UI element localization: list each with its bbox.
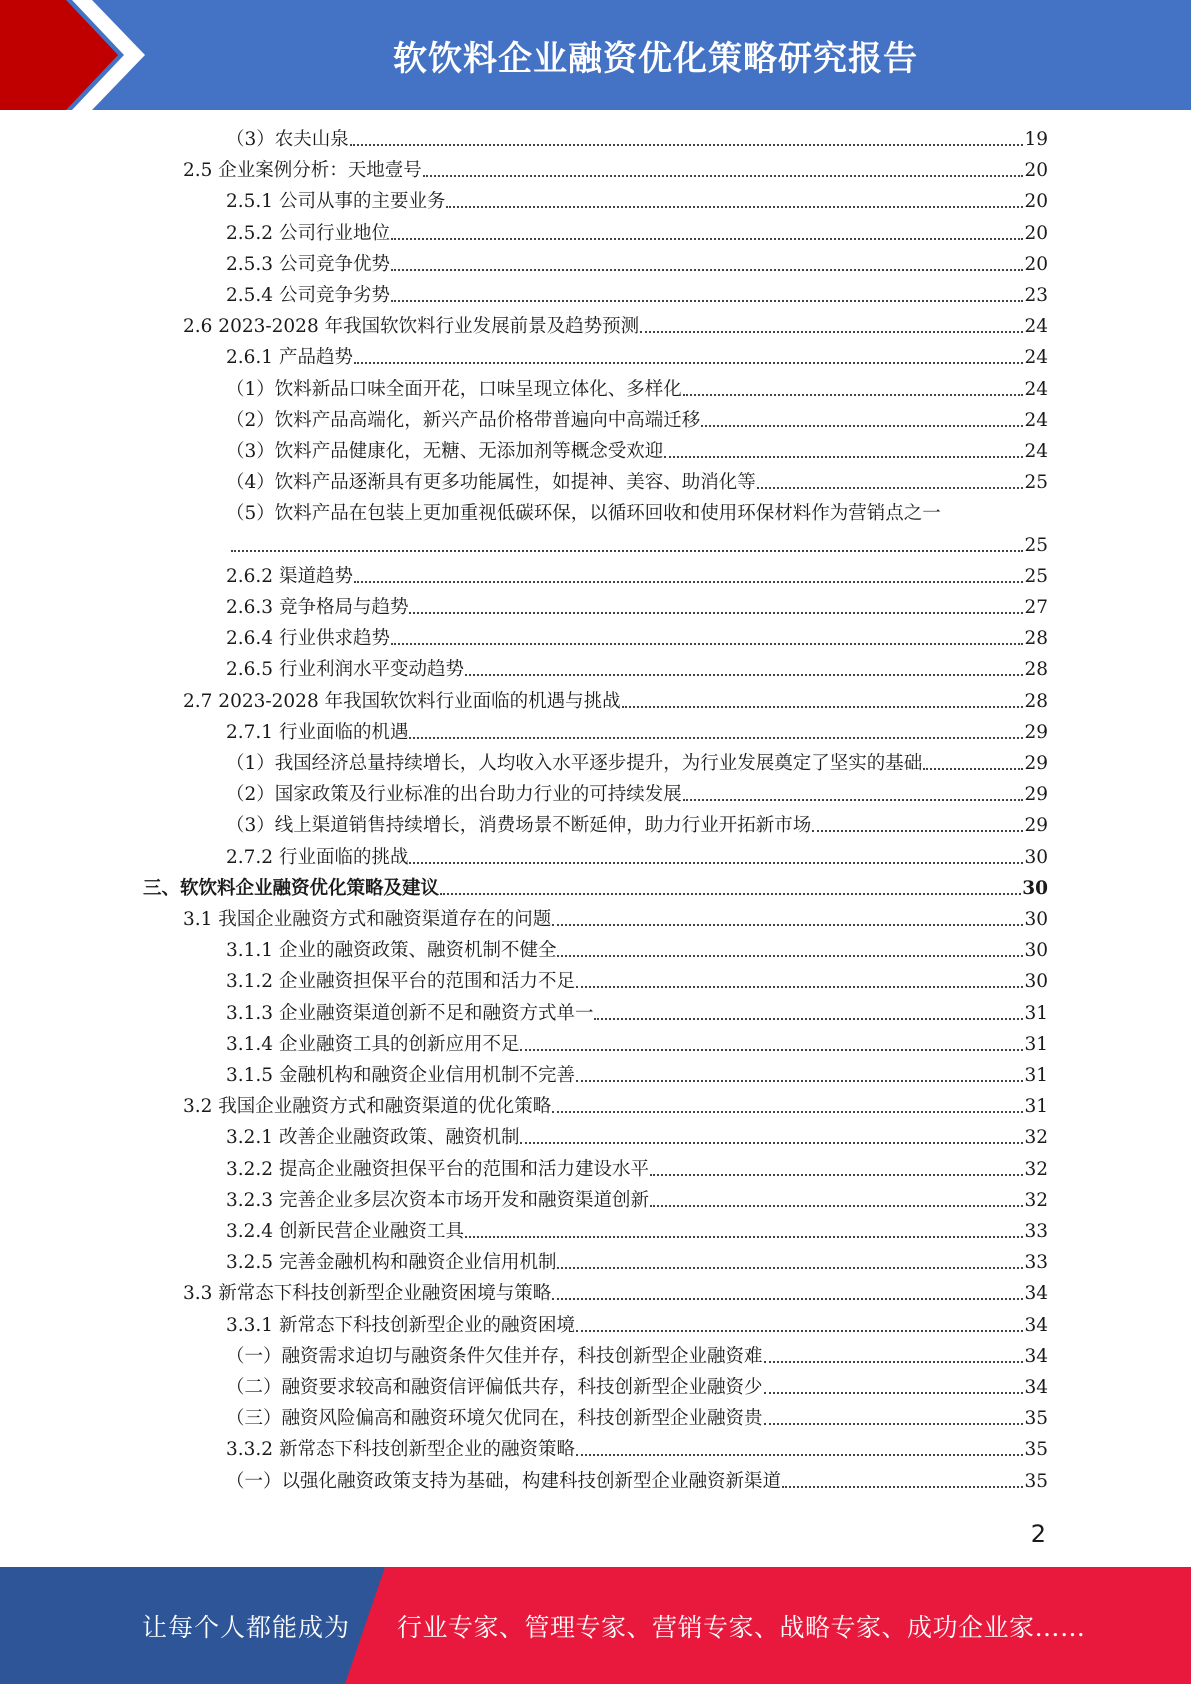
toc-entry-page: 34	[1024, 1314, 1048, 1336]
toc-entry[interactable]	[226, 409, 1048, 433]
toc-dot-leader	[576, 1330, 1023, 1332]
toc-entry-page: 20	[1024, 222, 1048, 244]
toc-entry-page: 33	[1024, 1221, 1048, 1242]
toc-dot-leader	[782, 1486, 1023, 1488]
toc-entry-label: 2.7.1 行业面临的机遇	[226, 721, 409, 743]
toc-entry-label: 2.6.5 行业利润水平变动趋势	[226, 659, 464, 681]
toc-entry[interactable]	[183, 1282, 1048, 1306]
toc-dot-leader	[231, 550, 1023, 552]
toc-dot-leader	[354, 581, 1024, 583]
toc-entry-page: 20	[1024, 160, 1048, 182]
toc-dot-leader	[409, 862, 1023, 864]
toc-entry-page: 34	[1024, 1377, 1048, 1398]
toc-dot-leader	[664, 456, 1023, 458]
toc-entry-page: 35	[1024, 1470, 1048, 1492]
toc-entry-page: 27	[1024, 597, 1048, 618]
toc-entry-page: 34	[1024, 1345, 1048, 1367]
toc-dot-leader	[683, 394, 1024, 396]
toc-entry-label: 2.5.3 公司竞争优势	[226, 253, 390, 275]
toc-dot-leader	[520, 1142, 1023, 1144]
toc-entry-page: 31	[1024, 1033, 1048, 1055]
toc-entry[interactable]	[226, 1064, 1048, 1088]
toc-entry[interactable]	[226, 1251, 1048, 1275]
toc-dot-leader	[465, 1236, 1023, 1238]
toc-entry-label: （1）我国经济总量持续增长，人均收入水平逐步提升，为行业发展奠定了坚实的基础	[226, 753, 923, 774]
toc-dot-leader	[391, 238, 1023, 240]
toc-entry-page: 24	[1024, 409, 1048, 431]
toc-entry[interactable]	[226, 970, 1048, 994]
toc-dot-leader	[923, 768, 1023, 770]
toc-entry[interactable]	[226, 939, 1048, 963]
toc-entry-label: 3.2.1 改善企业融资政策、融资机制	[226, 1127, 520, 1149]
toc-entry-page: 35	[1024, 1439, 1048, 1461]
toc-entry-label: 2.7.2 行业面临的挑战	[226, 846, 409, 868]
toc-entry[interactable]	[183, 908, 1048, 932]
toc-entry-label: 3.1.1 企业的融资政策、融资机制不健全	[226, 940, 557, 962]
toc-entry-page: 30	[1024, 846, 1048, 868]
toc-entry-label: 2.6.3 竞争格局与趋势	[226, 597, 409, 618]
toc-entry-page: 24	[1024, 378, 1048, 400]
toc-entry[interactable]	[226, 284, 1048, 308]
toc-entry[interactable]	[226, 1376, 1048, 1400]
toc-entry-page: 25	[1024, 565, 1048, 587]
toc-dot-leader	[764, 1361, 1024, 1363]
toc-dot-leader	[391, 300, 1023, 302]
toc-entry[interactable]	[226, 1189, 1048, 1213]
toc-entry[interactable]	[183, 690, 1048, 714]
toc-dot-leader	[622, 706, 1024, 708]
toc-entry-label: 2.6.2 渠道趋势	[226, 565, 353, 587]
report-title: 软饮料企业融资优化策略研究报告	[393, 38, 918, 79]
toc-entry-page: 35	[1024, 1408, 1048, 1430]
toc-entry-page: 29	[1024, 815, 1048, 837]
toc-entry[interactable]	[226, 814, 1048, 838]
toc-entry[interactable]	[226, 627, 1048, 651]
toc-entry-label: 3.1.4 企业融资工具的创新应用不足	[226, 1033, 520, 1055]
toc-entry[interactable]	[226, 658, 1048, 682]
toc-entry-label: 2.5.4 公司竞争劣势	[226, 285, 390, 306]
toc-dot-leader	[650, 1205, 1023, 1207]
toc-entry-page: 29	[1024, 784, 1048, 806]
toc-dot-leader	[764, 1423, 1024, 1425]
toc-entry-label: 3.3 新常态下科技创新型企业融资困境与策略	[183, 1283, 552, 1305]
toc-entry[interactable]	[226, 1002, 1048, 1026]
toc-entry[interactable]	[183, 1095, 1048, 1119]
toc-entry-label: 3.2 我国企业融资方式和融资渠道的优化策略	[183, 1096, 552, 1118]
toc-entry-page: 31	[1024, 1002, 1048, 1024]
toc-entry-label: 3.1.2 企业融资担保平台的范围和活力不足	[226, 971, 575, 993]
toc-dot-leader	[465, 674, 1023, 676]
toc-entry-page: 28	[1024, 628, 1048, 650]
toc-entry[interactable]	[226, 1158, 1048, 1182]
toc-entry-label: （三）融资风险偏高和融资环境欠优同在，科技创新型企业融资贵	[226, 1408, 763, 1430]
toc-dot-leader	[350, 144, 1024, 146]
toc-dot-leader	[557, 1267, 1023, 1269]
toc-entry-label: （二）融资要求较高和融资信评偏低共存，科技创新型企业融资少	[226, 1377, 763, 1398]
toc-entry-page: 20	[1024, 191, 1048, 213]
toc-entry[interactable]	[226, 1033, 1048, 1057]
toc-entry[interactable]	[226, 502, 941, 526]
toc-entry[interactable]	[226, 721, 1048, 745]
toc-entry-page: 31	[1024, 1096, 1048, 1118]
toc-dot-leader	[391, 643, 1023, 645]
toc-entry[interactable]	[226, 846, 1048, 870]
red-chevron-decoration	[0, 0, 150, 110]
toc-entry-page: 24	[1024, 347, 1048, 369]
toc-entry-label: （5）饮料产品在包装上更加重视低碳环保，以循环回收和使用环保材料作为营销点之一	[226, 503, 941, 525]
toc-entry-label: 2.5.1 公司从事的主要业务	[226, 191, 446, 213]
toc-dot-leader	[440, 893, 1021, 895]
toc-entry-label: （4）饮料产品逐渐具有更多功能属性，如提神、美容、助消化等	[226, 472, 756, 494]
toc-entry-label: 3.1 我国企业融资方式和融资渠道存在的问题	[183, 909, 552, 930]
toc-entry[interactable]	[226, 222, 1048, 246]
toc-entry[interactable]	[226, 783, 1048, 807]
toc-entry-page: 28	[1024, 690, 1048, 712]
toc-entry-label: 3.1.3 企业融资渠道创新不足和融资方式单一	[226, 1002, 594, 1024]
page-number: 2	[1030, 1520, 1046, 1548]
toc-entry-page: 34	[1024, 1283, 1048, 1305]
toc-entry[interactable]	[226, 1126, 1048, 1150]
toc-entry-label: 3.3.1 新常态下科技创新型企业的融资困境	[226, 1314, 575, 1336]
toc-entry-page: 28	[1024, 659, 1048, 681]
toc-entry-page: 25	[1024, 534, 1048, 556]
toc-dot-leader	[552, 924, 1023, 926]
toc-entry[interactable]	[226, 1407, 1048, 1431]
toc-entry-page: 32	[1024, 1189, 1048, 1211]
toc-entry-label: 2.6.4 行业供求趋势	[226, 628, 390, 650]
toc-dot-leader	[640, 331, 1023, 333]
toc-dot-leader	[391, 269, 1023, 271]
toc-dot-leader	[520, 1049, 1023, 1051]
toc-entry-page: 29	[1024, 753, 1048, 774]
toc-dot-leader	[576, 1080, 1023, 1082]
toc-entry[interactable]	[226, 752, 1048, 776]
toc-entry-continuation[interactable]	[230, 534, 1048, 558]
toc-entry[interactable]	[226, 596, 1048, 620]
toc-entry[interactable]	[226, 190, 1048, 214]
toc-entry[interactable]	[226, 253, 1048, 277]
toc-dot-leader	[683, 799, 1024, 801]
toc-entry-label: 3.2.4 创新民营企业融资工具	[226, 1221, 464, 1242]
toc-entry-page: 30	[1024, 971, 1048, 993]
toc-dot-leader	[552, 1111, 1023, 1113]
toc-dot-leader	[812, 830, 1023, 832]
toc-entry-page: 30	[1024, 909, 1048, 930]
toc-dot-leader	[409, 612, 1023, 614]
toc-entry[interactable]	[226, 1470, 1048, 1494]
toc-entry[interactable]	[226, 1345, 1048, 1369]
toc-entry[interactable]	[226, 378, 1048, 402]
page-header	[0, 0, 1191, 110]
toc-entry-page: 30	[1022, 877, 1048, 899]
toc-entry-page: 25	[1024, 472, 1048, 494]
toc-entry[interactable]	[226, 346, 1048, 370]
toc-entry-page: 19	[1024, 129, 1048, 150]
toc-dot-leader	[446, 206, 1023, 208]
toc-dot-leader	[576, 1454, 1023, 1456]
toc-entry[interactable]	[226, 128, 1048, 152]
toc-dot-leader	[757, 487, 1024, 489]
toc-entry-label: （3）农夫山泉	[226, 129, 349, 150]
toc-entry-label: 2.6 2023-2028 年我国软饮料行业发展前景及趋势预测	[183, 316, 640, 338]
toc-dot-leader	[354, 362, 1024, 364]
toc-entry-label: 三、软饮料企业融资优化策略及建议	[143, 877, 440, 899]
toc-dot-leader	[552, 1298, 1023, 1300]
toc-entry-page: 29	[1024, 721, 1048, 743]
toc-dot-leader	[557, 955, 1023, 957]
toc-entry-label: （3）饮料产品健康化，无糖、无添加剂等概念受欢迎	[226, 441, 664, 462]
toc-entry-label: 2.5.2 公司行业地位	[226, 222, 390, 244]
toc-entry-label: （一）以强化融资政策支持为基础，构建科技创新型企业融资新渠道	[226, 1470, 782, 1492]
toc-entry-page: 32	[1024, 1158, 1048, 1180]
toc-chapter-entry[interactable]	[143, 877, 1048, 901]
toc-entry-label: 3.2.5 完善金融机构和融资企业信用机制	[226, 1252, 557, 1274]
toc-entry[interactable]	[226, 1220, 1048, 1244]
toc-dot-leader	[423, 175, 1024, 177]
toc-entry-label: 2.7 2023-2028 年我国软饮料行业面临的机遇与挑战	[183, 690, 621, 712]
toc-entry-label: 3.3.2 新常态下科技创新型企业的融资策略	[226, 1439, 575, 1461]
toc-entry-label: 3.1.5 金融机构和融资企业信用机制不完善	[226, 1065, 575, 1086]
toc-entry-label: 3.2.2 提高企业融资担保平台的范围和活力建设水平	[226, 1158, 649, 1180]
toc-entry-page: 30	[1024, 940, 1048, 962]
toc-entry[interactable]	[226, 471, 1048, 495]
toc-entry[interactable]	[226, 1438, 1048, 1462]
toc-entry[interactable]	[226, 440, 1048, 464]
toc-entry-label: （1）饮料新品口味全面开花，口味呈现立体化、多样化	[226, 378, 682, 400]
toc-entry[interactable]	[226, 565, 1048, 589]
toc-entry-label: 2.6.1 产品趋势	[226, 347, 353, 369]
toc-entry[interactable]	[183, 315, 1048, 339]
toc-entry-page: 33	[1024, 1252, 1048, 1274]
toc-dot-leader	[594, 1018, 1023, 1020]
toc-entry-page: 23	[1024, 285, 1048, 306]
toc-entry[interactable]	[183, 159, 1048, 183]
toc-entry-label: （2）饮料产品高端化，新兴产品价格带普遍向中高端迁移	[226, 409, 701, 431]
toc-dot-leader	[409, 737, 1023, 739]
toc-entry-label: （2）国家政策及行业标准的出台助力行业的可持续发展	[226, 784, 682, 806]
toc-dot-leader	[764, 1392, 1024, 1394]
toc-entry[interactable]	[226, 1314, 1048, 1338]
toc-entry-label: （一）融资需求迫切与融资条件欠佳并存，科技创新型企业融资难	[226, 1345, 763, 1367]
page-footer	[0, 1567, 1191, 1684]
toc-entry-label: （3）线上渠道销售持续增长，消费场景不断延伸，助力行业开拓新市场	[226, 815, 812, 837]
toc-dot-leader	[701, 425, 1023, 427]
toc-entry-page: 20	[1024, 253, 1048, 275]
footer-slogan-right: 行业专家、管理专家、营销专家、战略专家、成功企业家……	[397, 1612, 1086, 1642]
toc-dot-leader	[650, 1174, 1023, 1176]
toc-entry-label: 2.5 企业案例分析：天地壹号	[183, 160, 422, 182]
toc-entry-page: 32	[1024, 1127, 1048, 1149]
toc-entry-label: 3.2.3 完善企业多层次资本市场开发和融资渠道创新	[226, 1189, 649, 1211]
footer-slogan-left: 让每个人都能成为	[142, 1612, 351, 1642]
toc-dot-leader	[576, 986, 1023, 988]
toc-entry-page: 24	[1024, 316, 1048, 338]
toc-entry-page: 31	[1024, 1065, 1048, 1086]
toc-entry-page: 24	[1024, 441, 1048, 462]
